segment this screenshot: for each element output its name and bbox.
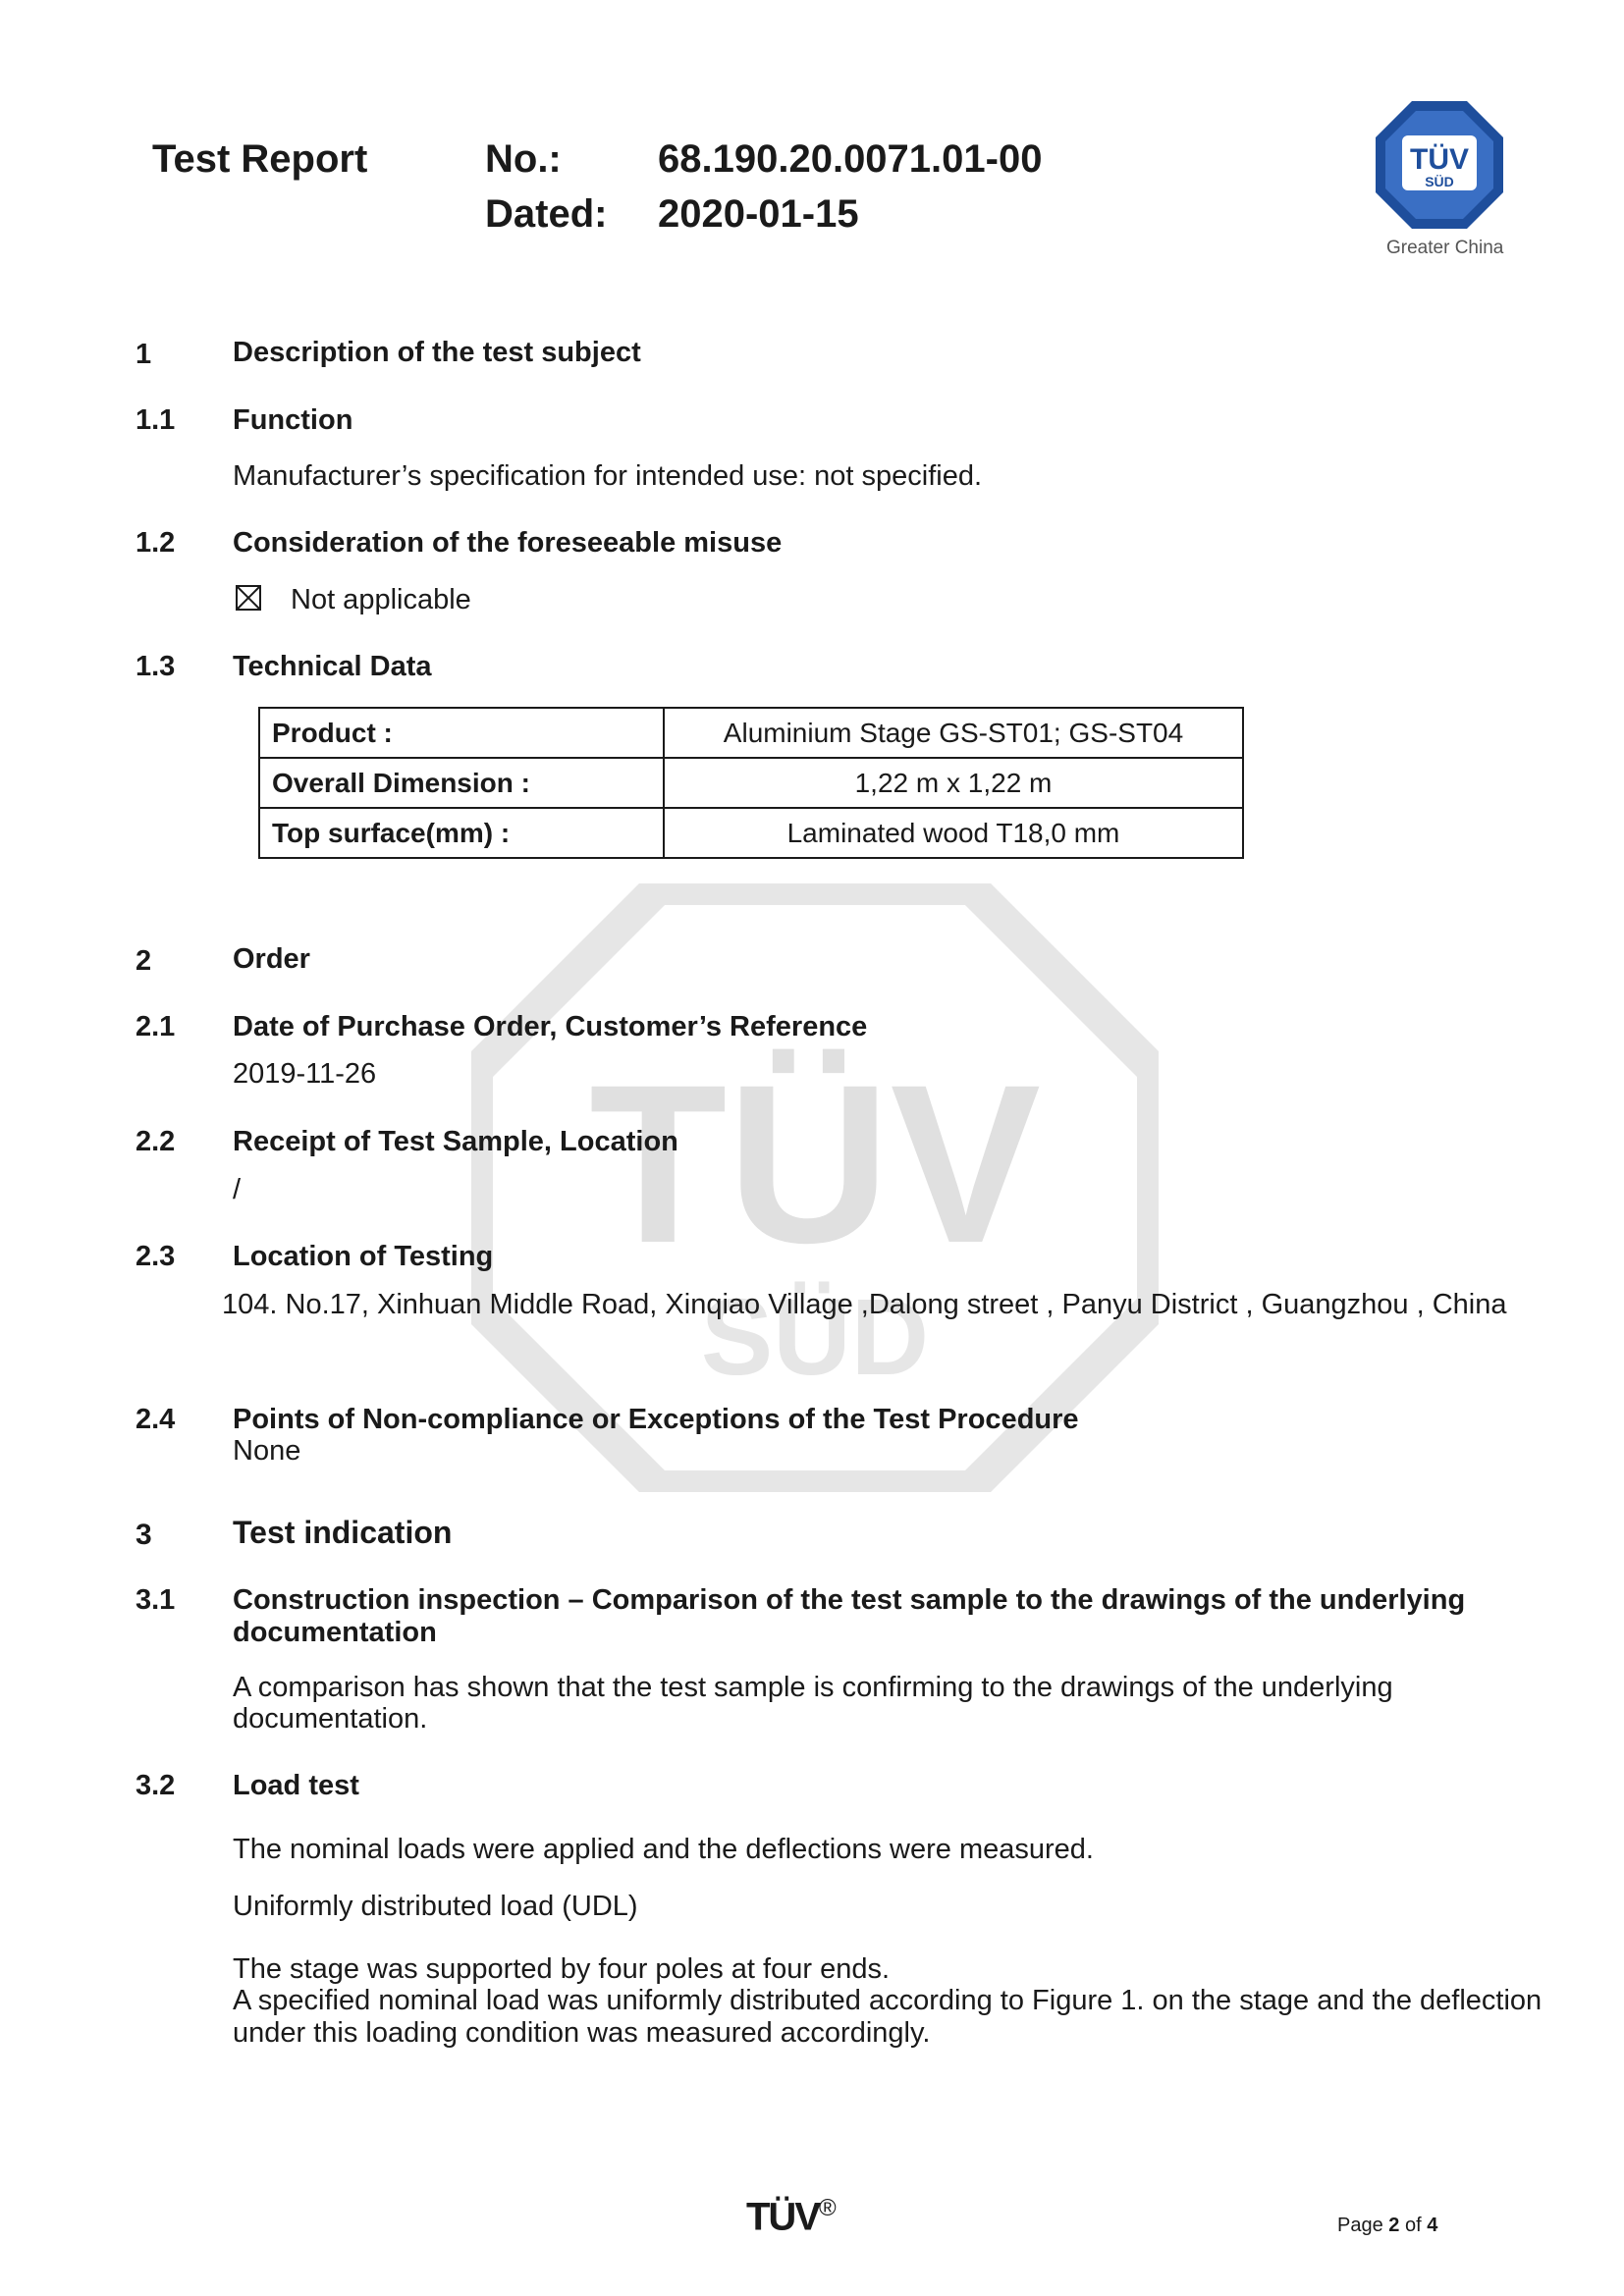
section-3-2-title: Load test xyxy=(233,1770,359,1801)
page-number xyxy=(1337,2215,1437,2237)
section-3-1-title-line-2: documentation xyxy=(233,1617,437,1648)
section-1-title: Description of the test subject xyxy=(233,337,641,368)
watermark-text-tuv: TÜV xyxy=(589,1038,1041,1290)
watermark-text-sud: SÜD xyxy=(700,1277,930,1398)
section-2-1-number: 2.1 xyxy=(135,1011,176,1042)
report-title: Test Report xyxy=(152,137,368,181)
section-1-3-title: Technical Data xyxy=(233,651,432,682)
watermark-logo xyxy=(471,883,1159,1492)
table-value: Laminated wood T18,0 mm xyxy=(664,808,1243,858)
section-3-2-number: 3.2 xyxy=(135,1770,176,1801)
table-row xyxy=(259,708,1243,758)
section-1-1-number: 1.1 xyxy=(135,404,176,436)
footer-tuv-logo xyxy=(746,2195,837,2239)
section-2-4-text: None xyxy=(233,1435,301,1467)
table-key: Overall Dimension : xyxy=(259,758,664,808)
section-3-2-paragraph-2: Uniformly distributed load (UDL) xyxy=(233,1891,638,1922)
page-total: 4 xyxy=(1427,2215,1438,2236)
section-1-1-text: Manufacturer’s specification for intended use: not specified. xyxy=(233,460,983,492)
section-3-1-title-line-1: Construction inspection – Comparison of the test sample to the drawings of the underlying xyxy=(233,1584,1466,1616)
report-dated-value: 2020-01-15 xyxy=(658,192,859,236)
section-1-2-number: 1.2 xyxy=(135,527,176,559)
section-2-4-title: Points of Non-compliance or Exceptions of the Test Procedure xyxy=(233,1404,1079,1435)
section-3-1-number: 3.1 xyxy=(135,1584,176,1616)
report-dated-label: Dated: xyxy=(485,192,608,236)
report-no-label: No.: xyxy=(485,137,562,181)
section-2-3-title: Location of Testing xyxy=(233,1241,494,1272)
section-2-2-text: / xyxy=(233,1174,242,1205)
section-3-title: Test indication xyxy=(233,1515,453,1550)
section-3-2-paragraph-3-line-2: A specified nominal load was uniformly distributed according to Figure 1. on the stage and the deflection xyxy=(233,1985,1543,2016)
section-1-1-title: Function xyxy=(233,404,353,436)
checked-box-icon xyxy=(236,585,261,611)
table-value: Aluminium Stage GS-ST01; GS-ST04 xyxy=(664,708,1243,758)
section-1-2-checkbox-label: Not applicable xyxy=(291,584,471,615)
page-of: of xyxy=(1404,2215,1422,2236)
section-2-1-text: 2019-11-26 xyxy=(233,1058,377,1090)
section-3-2-paragraph-3-line-3: under this loading condition was measured accordingly. xyxy=(233,2017,931,2049)
section-1-3-number: 1.3 xyxy=(135,651,176,682)
table-row xyxy=(259,808,1243,858)
section-2-3-text: 104. No.17, Xinhuan Middle Road, Xinqiao Village ,Dalong street , Panyu District , Guangzhou , China xyxy=(222,1289,1507,1320)
table-key: Product : xyxy=(259,708,664,758)
section-2-3-number: 2.3 xyxy=(135,1241,176,1272)
table-row xyxy=(259,758,1243,808)
section-2-2-number: 2.2 xyxy=(135,1126,176,1157)
page-prefix: Page xyxy=(1337,2215,1383,2236)
section-2-title: Order xyxy=(233,943,310,975)
section-1-number: 1 xyxy=(135,339,152,370)
registered-mark-icon: ® xyxy=(819,2195,837,2221)
section-3-1-text-line-1: A comparison has shown that the test sample is confirming to the drawings of the underlying xyxy=(233,1672,1393,1703)
section-3-2-paragraph-3-line-1: The stage was supported by four poles at four ends. xyxy=(233,1953,891,1985)
section-3-2-paragraph-1: The nominal loads were applied and the deflections were measured. xyxy=(233,1834,1094,1865)
tuv-sud-logo xyxy=(1373,98,1506,232)
section-1-2-title: Consideration of the foreseeable misuse xyxy=(233,527,783,559)
table-key: Top surface(mm) : xyxy=(259,808,664,858)
technical-data-table xyxy=(258,707,1244,859)
section-2-4-number: 2.4 xyxy=(135,1404,176,1435)
section-3-number: 3 xyxy=(135,1519,152,1551)
report-no-value: 68.190.20.0071.01-00 xyxy=(658,137,1043,181)
svg-text:TÜV: TÜV xyxy=(1410,143,1469,176)
logo-region: Greater China xyxy=(1386,238,1504,258)
table-value: 1,22 m x 1,22 m xyxy=(664,758,1243,808)
section-2-number: 2 xyxy=(135,945,152,977)
section-3-1-text-line-2: documentation. xyxy=(233,1703,428,1735)
section-2-2-title: Receipt of Test Sample, Location xyxy=(233,1126,678,1157)
section-2-1-title: Date of Purchase Order, Customer’s Reference xyxy=(233,1011,868,1042)
footer-logo-text: TÜV xyxy=(746,2195,819,2239)
page-current: 2 xyxy=(1388,2215,1400,2236)
svg-text:SÜD: SÜD xyxy=(1425,174,1454,189)
